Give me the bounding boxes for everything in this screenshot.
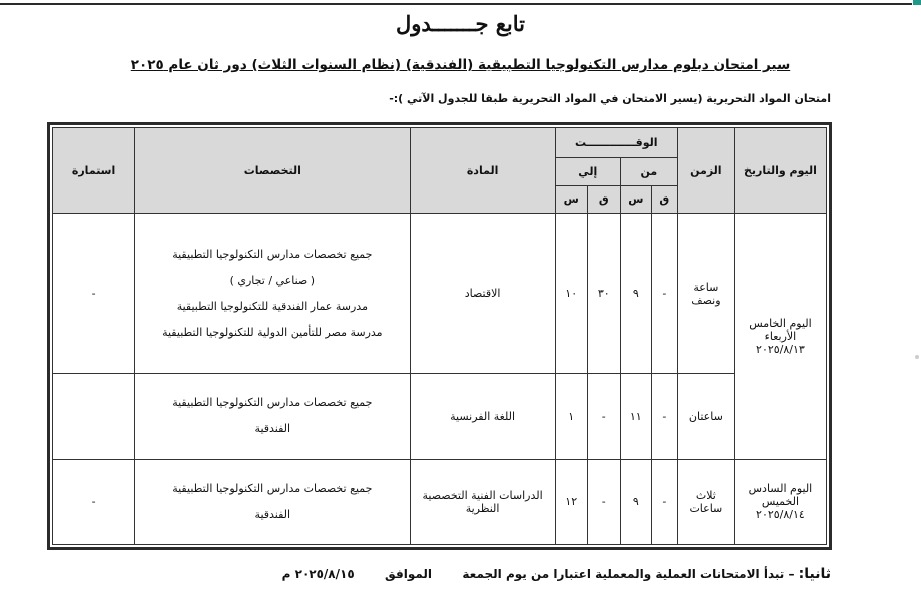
header-specializations: التخصصات: [135, 128, 410, 214]
duration-line: ونصف: [691, 293, 721, 307]
to-minute-cell: ٣٠: [587, 214, 620, 374]
duration-cell: [677, 214, 734, 374]
specializations-cell: [135, 374, 410, 459]
subject-cell: اللغة الفرنسية: [410, 374, 555, 459]
spec-line: جميع تخصصات مدارس التكنولوجيا التطبيقية: [172, 396, 373, 410]
header-form: استمارة: [53, 128, 135, 214]
duration-cell: ساعتان: [677, 374, 734, 459]
from-hour-cell: ٩: [620, 459, 651, 544]
corner-mark: [913, 0, 921, 5]
spec-line: ( صناعي / تجاري ): [229, 273, 316, 287]
duration-line: ساعة: [693, 280, 719, 294]
header-from-minute: ق: [651, 186, 677, 214]
duration-line: ساعات: [689, 501, 723, 515]
duration-line: ثلاث: [695, 488, 716, 502]
exam-date: ٢٠٢٥/٨/١٣: [756, 342, 805, 356]
spec-line: الفندقية: [254, 507, 291, 521]
header-from: من: [620, 158, 677, 186]
table-row: [53, 459, 827, 544]
header-duration: الزمن: [677, 128, 734, 214]
spec-line: الفندقية: [254, 422, 291, 436]
from-hour-cell: ١١: [620, 374, 651, 459]
day-name: اليوم الخامس: [749, 316, 812, 330]
from-minute-cell: -: [651, 214, 677, 374]
from-minute-cell: -: [651, 374, 677, 459]
header-time: الوقـــــــــــــت: [555, 128, 677, 158]
duration-cell: [677, 459, 734, 544]
form-cell: [53, 374, 135, 459]
spec-line: مدرسة عمار الفندقية للتكنولوجيا التطبيقية: [176, 299, 368, 313]
day-date-cell: [734, 459, 826, 544]
footer-note: [282, 566, 831, 582]
subject-cell: [410, 459, 555, 544]
intro-text: امتحان المواد التحريرية (يسير الامتحان في المواد التحريرية طبقا للجدول الآتي ):-: [389, 92, 831, 105]
header-subject: المادة: [410, 128, 555, 214]
header-to-minute: ق: [587, 186, 620, 214]
to-hour-cell: ١٢: [555, 459, 587, 544]
weekday-name: الخميس: [761, 495, 800, 509]
footer-label: ثانيا:: [798, 566, 831, 582]
to-hour-cell: ١: [555, 374, 587, 459]
footer-date: ٢٠٢٥/٨/١٥ م: [281, 567, 355, 581]
from-hour-cell: ٩: [620, 214, 651, 374]
spec-line: جميع تخصصات مدارس التكنولوجيا التطبيقية: [172, 481, 373, 495]
to-hour-cell: ١٠: [555, 214, 587, 374]
footer-text: – تبدأ الامتحانات العملية والمعملية اعتبارا من يوم الجمعة: [462, 567, 795, 581]
exam-date: ٢٠٢٥/٨/١٤: [756, 508, 805, 522]
subject-line: الدراسات الفنية التخصصية: [422, 488, 543, 502]
day-name: اليوم السادس: [748, 482, 813, 496]
to-minute-cell: -: [587, 374, 620, 459]
page-title: تابع جـــــــدول: [395, 11, 526, 36]
from-minute-cell: -: [651, 459, 677, 544]
margin-dot: [915, 355, 919, 359]
document-subtitle: سير امتحان دبلوم مدارس التكنولوجيا التطبيقية (الفندقية) (نظام السنوات الثلاث) دور ثان عام ٢٠٢٥: [130, 57, 791, 73]
spec-line: جميع تخصصات مدارس التكنولوجيا التطبيقية: [172, 247, 373, 261]
specializations-cell: [135, 214, 410, 374]
spec-line: مدرسة مصر للتأمين الدولية للتكنولوجيا التطبيقية: [162, 325, 383, 339]
form-cell: -: [53, 214, 135, 374]
day-date-cell: [734, 214, 826, 460]
header-to-hour: س: [555, 186, 587, 214]
header-to: إلي: [555, 158, 620, 186]
exam-schedule-table: [47, 122, 832, 550]
header-day-date: اليوم والتاريخ: [734, 128, 826, 214]
subject-line: النظرية: [465, 501, 500, 515]
table-row: [53, 374, 827, 459]
table-row: [53, 214, 827, 374]
weekday-name: الأربعاء: [764, 329, 797, 343]
specializations-cell: [135, 459, 410, 544]
to-minute-cell: -: [587, 459, 620, 544]
subject-cell: الاقتصاد: [410, 214, 555, 374]
header-from-hour: س: [620, 186, 651, 214]
footer-agree: الموافق: [385, 567, 433, 581]
form-cell: -: [53, 459, 135, 544]
top-rule: [0, 3, 912, 5]
